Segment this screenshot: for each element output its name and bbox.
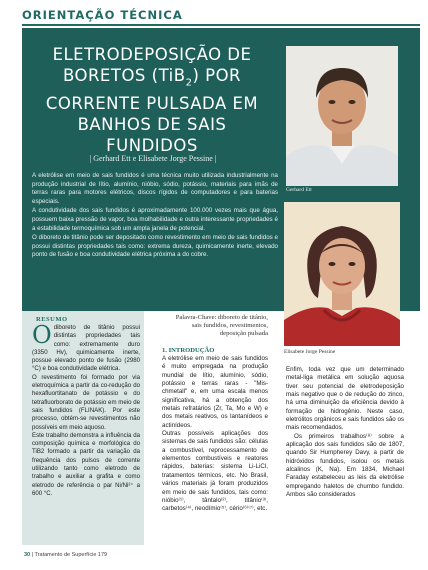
section-label: ORIENTAÇÃO TÉCNICA [22, 8, 183, 22]
photo-caption: Elisabete Jorge Pessine [284, 349, 336, 355]
authors: | Gerhard Ett e Elisabete Jorge Pessine | [89, 154, 217, 163]
photo-caption: Gerhard Ett [286, 187, 312, 193]
footer-separator: | [31, 552, 34, 558]
abstract-paragraph: A condutividade dos sais fundidos é aproximadamente 100.000 vezes mais que água, possuem baixa pressão de vapor, boa molhabilidade e outra interessante propriedades é a estabilidade termoquímica sob um ampla janela de potencial. [32, 207, 278, 232]
title-subscript: 2 [185, 77, 193, 89]
title-line-2 [30, 65, 274, 93]
keywords [150, 314, 268, 338]
body-paragraph: A eletrólise em meio de sais fundidos é muito empregada na produção mundial de lítio, alumínio, sódio, potássio e terras raras - "Mis-chmetall" e, em uma escala menos significativa, há a obtenção dos metais refratários (Zr, Ta, Mo e W) e dos metais reativos, os lantanídeos e actinídeos. [162, 355, 268, 429]
title-line-2b: ) POR [192, 66, 242, 85]
resumo-text [32, 321, 140, 498]
body-paragraph: Outras possíveis aplicações dos sistemas de sais fundidos são: células a combustível, reprocessamento de elementos combustíveis e reatores rápidos, baterias: sistema Li-LiCl, tratamentos térmicos, etc. No Brasil, vários materiais já foram produzidos em meio de sais fundidos, tais como: nióbio⁽¹⁾, tântalo⁽²⁾, titânio⁽³⁾, carbetos⁽⁴⁾, neodímio⁽⁵⁾, cério⁽⁶⁾⁽⁷⁾, etc. [162, 430, 268, 513]
body-paragraph: Os primeiros trabalhos⁽⁸⁾ sobre a aplicação dos sais fundidos são de 1807, quando Sir Humpherey Davy, a partir de hidróxidos fundidos, isolou os metais alcalinos (K, Na). Em 1834, Michael Faraday estabeleceu as leis da eletrólise empregando haletos de chumbo fundido. Ambos são considerados [286, 432, 404, 499]
keywords-line: Palavra-Chave: diboreto de titânio, [175, 314, 268, 321]
page-footer [24, 552, 107, 558]
drop-cap: O [32, 321, 52, 349]
resumo-paragraph: O revestimento foi formado por via eletroquímica a partir da co-redução do hexafluortitanato de potássio e do tetrafluorborato de potássio em meio de sais fundidos (FLINAK). Por este processo, obtém-se revestimentos não possíveis em meio aquoso. [32, 373, 140, 431]
body-column-2 [162, 355, 268, 514]
abstract-paragraph: A eletrólise em meio de sais fundidos é uma técnica muito utilizada industrialmente na produção industrial de lítio, alumínio, nióbio, sódio, potássio, materiais para imãs de terras raras para motores elétricos, discos rígidos de computadores e para baterias especiais. [32, 172, 278, 205]
journal-name: Tratamento de Superfície 179 [34, 552, 108, 558]
body-column-3 [286, 366, 404, 500]
resumo-heading: RESUMO [36, 316, 68, 323]
intro-heading: 1. INTRODUÇÃO [162, 347, 215, 354]
title-line-4: BANHOS DE SAIS FUNDIDOS [77, 115, 227, 156]
title-line-3: CORRENTE PULSADA EM [45, 94, 259, 114]
title-line-2a: BORETOS (TiB [62, 66, 186, 85]
resumo-p1: diboreto de titânio possui distintas propriedades tais como: extremamente duro (3350 Hv), quimicamente inerte, possue elevado ponto de fusão (2980 °C) e boa condutividade elétrica. [32, 324, 140, 373]
keywords-line: sais fundidos, revestimentos, [191, 322, 268, 329]
title-line-1: ELETRODEPOSIÇÃO DE [52, 45, 252, 64]
author-photo-gerhard [286, 46, 398, 186]
body-paragraph: Enfim, toda vez que um determinado metal-liga metálica em solução aquosa tiver seu potencial de eletrodeposição mais negativo que o de redução do zinco, há uma diminuição da eficiência devido à formação de hidrogênio. Neste caso, eletrólitos orgânicos e sais fundidos são os mais recomendados. [286, 366, 404, 432]
resumo-paragraph [32, 321, 140, 374]
abstract [32, 172, 278, 261]
keywords-line: deposição pulsada [219, 330, 268, 337]
resumo-paragraph: Este trabalho demonstra a influência da composição química e morfológica do TiB2 formado a partir da variação da frequência dos pulsos de corrente utilizando tanto como eletrodo de trabalho e auxiliar a grafita e como eletrodo de referência o par Ni/Ni²⁺ a 600 °C. [32, 431, 140, 497]
article-title [30, 44, 274, 156]
page-number: 30 [24, 552, 31, 558]
section-header [22, 6, 420, 26]
abstract-paragraph: O diboreto de titânio pode ser depositado como revestimento em meio de sais fundidos e possui distintas propriedades tais como: extrema dureza, quimicamente inerte, elevado ponto de fusão e boa condutividade elétrica próxima a do cobre. [32, 234, 278, 259]
author-photo-elisabete [284, 202, 400, 346]
